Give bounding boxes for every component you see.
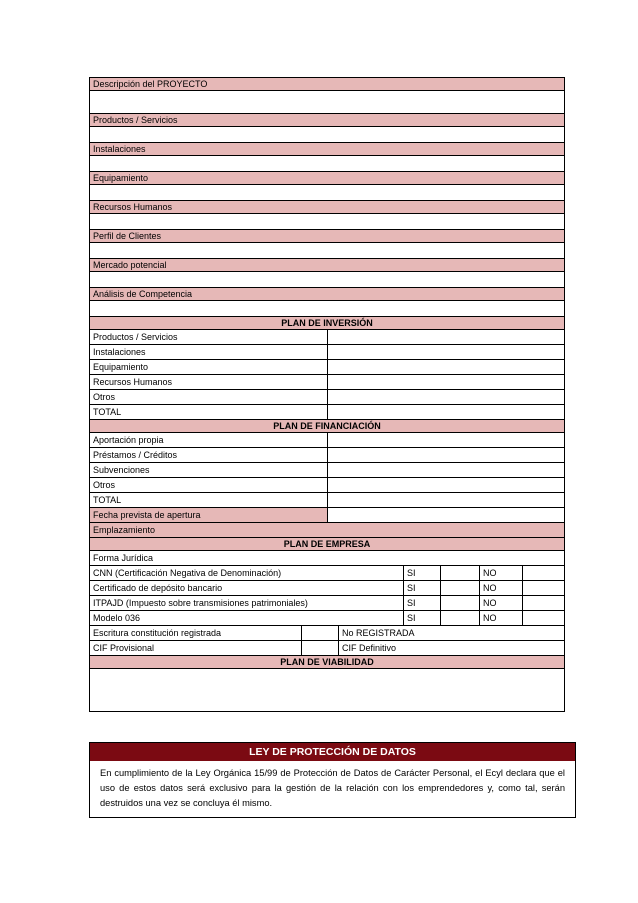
inversion-row: [90, 345, 564, 360]
section-input-perfil[interactable]: [90, 243, 564, 259]
plan-inversion-header: [90, 317, 564, 330]
section-label: Instalaciones: [93, 143, 146, 154]
cif-definitivo-label: CIF Definitivo: [338, 641, 564, 655]
section-label: Recursos Humanos: [93, 201, 173, 212]
si-checkbox[interactable]: [440, 566, 479, 580]
section-label: Equipamiento: [93, 172, 149, 183]
section-input-recursos[interactable]: [90, 214, 564, 230]
section-input-descripcion[interactable]: [90, 91, 564, 114]
section-header-instalaciones: [90, 143, 564, 156]
escritura-checkbox[interactable]: [301, 626, 338, 640]
inversion-label: Productos / Servicios: [93, 331, 178, 342]
escritura-label: Escritura constitución registrada: [93, 627, 222, 638]
inversion-value[interactable]: [327, 405, 564, 419]
no-checkbox[interactable]: [522, 611, 564, 625]
no-checkbox[interactable]: [522, 566, 564, 580]
fecha-apertura-value[interactable]: [327, 508, 564, 522]
fecha-apertura-row: [90, 508, 564, 523]
si-checkbox[interactable]: [440, 596, 479, 610]
section-header-perfil: [90, 230, 564, 243]
si-label: SI: [403, 566, 440, 580]
financiacion-row: [90, 463, 564, 478]
inversion-value[interactable]: [327, 330, 564, 344]
financiacion-value[interactable]: [327, 478, 564, 492]
ley-text: En cumplimiento de la Ley Orgánica 15/99 de Protección de Datos de Carácter Personal, el Ecyl declara que el uso de estos datos será exclusivo para la gestión de la relación con los emprendedores y, como tal, serán destruidos una vez se concluya él mismo.: [100, 768, 565, 808]
section-header-competencia: [90, 288, 564, 301]
section-label: Perfil de Clientes: [93, 230, 162, 241]
plan-financiacion-header: [90, 420, 564, 433]
empresa-check-row: [90, 581, 564, 596]
inversion-value[interactable]: [327, 345, 564, 359]
inversion-value[interactable]: [327, 360, 564, 374]
inversion-row: [90, 375, 564, 390]
inversion-label: TOTAL: [93, 406, 122, 417]
financiacion-label: Otros: [93, 479, 116, 490]
financiacion-row: [90, 478, 564, 493]
inversion-row: [90, 360, 564, 375]
no-checkbox[interactable]: [522, 596, 564, 610]
no-label: NO: [479, 581, 522, 595]
financiacion-label: Aportación propia: [93, 434, 164, 445]
cif-row: [90, 641, 564, 656]
no-label: NO: [479, 611, 522, 625]
plan-viabilidad-input[interactable]: [90, 669, 564, 711]
empresa-check-row: [90, 611, 564, 626]
project-form: [89, 77, 565, 712]
plan-viabilidad-title: PLAN DE VIABILIDAD: [280, 656, 374, 667]
section-header-descripcion: [90, 78, 564, 91]
empresa-check-label: Certificado de depósito bancario: [93, 582, 223, 593]
financiacion-label: TOTAL: [93, 494, 122, 505]
inversion-label: Otros: [93, 391, 116, 402]
plan-empresa-title: PLAN DE EMPRESA: [283, 538, 371, 549]
si-label: SI: [403, 611, 440, 625]
plan-empresa-header: [90, 538, 564, 551]
inversion-value[interactable]: [327, 390, 564, 404]
no-label: NO: [479, 596, 522, 610]
section-input-mercado[interactable]: [90, 272, 564, 288]
financiacion-label: Subvenciones: [93, 464, 150, 475]
si-label: SI: [403, 596, 440, 610]
financiacion-row: [90, 448, 564, 463]
financiacion-value[interactable]: [327, 448, 564, 462]
emplazamiento-row: [90, 523, 564, 538]
financiacion-value[interactable]: [327, 493, 564, 507]
section-input-equipamiento[interactable]: [90, 185, 564, 201]
plan-inversion-title: PLAN DE INVERSIÓN: [281, 317, 373, 328]
forma-juridica-row: [90, 551, 564, 566]
financiacion-row: [90, 433, 564, 448]
section-label: Análisis de Competencia: [93, 288, 193, 299]
fecha-apertura-label: Fecha prevista de apertura: [90, 508, 327, 522]
no-label: NO: [479, 566, 522, 580]
ley-proteccion-box: [89, 742, 576, 818]
inversion-row: [90, 330, 564, 345]
inversion-row: [90, 390, 564, 405]
financiacion-label: Préstamos / Créditos: [93, 449, 178, 460]
section-header-recursos: [90, 201, 564, 214]
inversion-label: Recursos Humanos: [93, 376, 173, 387]
forma-juridica-label: Forma Jurídica: [93, 552, 154, 563]
plan-viabilidad-header: [90, 656, 564, 669]
section-input-productos[interactable]: [90, 127, 564, 143]
empresa-check-label: Modelo 036: [93, 612, 141, 623]
cif-provisional-checkbox[interactable]: [301, 641, 338, 655]
inversion-label: Equipamiento: [93, 361, 149, 372]
plan-financiacion-title: PLAN DE FINANCIACIÓN: [273, 420, 381, 431]
empresa-check-label: CNN (Certificación Negativa de Denominación): [93, 567, 282, 578]
si-checkbox[interactable]: [440, 611, 479, 625]
inversion-value[interactable]: [327, 375, 564, 389]
section-input-instalaciones[interactable]: [90, 156, 564, 172]
emplazamiento-label: Emplazamiento: [93, 524, 156, 535]
section-header-equipamiento: [90, 172, 564, 185]
section-label: Descripción del PROYECTO: [93, 78, 208, 89]
section-header-mercado: [90, 259, 564, 272]
financiacion-value[interactable]: [327, 433, 564, 447]
no-registrada-label: No REGISTRADA: [338, 626, 564, 640]
empresa-check-label: ITPAJD (Impuesto sobre transmisiones patrimoniales): [93, 597, 308, 608]
si-label: SI: [403, 581, 440, 595]
cif-provisional-label: CIF Provisional: [93, 642, 155, 653]
escritura-row: [90, 626, 564, 641]
empresa-check-row: [90, 596, 564, 611]
ley-title: LEY DE PROTECCIÓN DE DATOS: [90, 743, 575, 761]
financiacion-value[interactable]: [327, 463, 564, 477]
empresa-check-row: [90, 566, 564, 581]
si-checkbox[interactable]: [440, 581, 479, 595]
section-label: Productos / Servicios: [93, 114, 178, 125]
section-input-competencia[interactable]: [90, 301, 564, 317]
section-label: Mercado potencial: [93, 259, 167, 270]
section-header-productos: [90, 114, 564, 127]
no-checkbox[interactable]: [522, 581, 564, 595]
inversion-row: [90, 405, 564, 420]
inversion-label: Instalaciones: [93, 346, 146, 357]
financiacion-row: [90, 493, 564, 508]
